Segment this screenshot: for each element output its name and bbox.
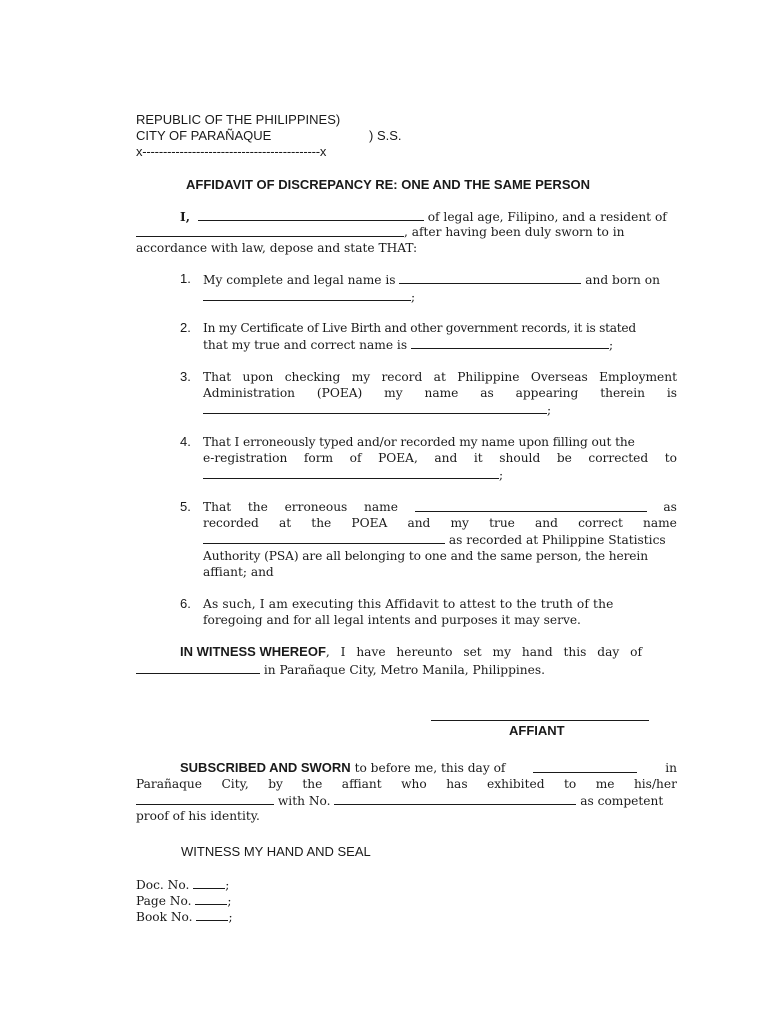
intro-text-1: of legal age, Filipino, and a resident of [427,210,667,224]
item-1-text-a: My complete and legal name is [203,273,396,287]
id-number-blank[interactable] [334,792,576,805]
id-type-blank[interactable] [136,792,274,805]
item-4-line-b: e-registration form of POEA, and it should be corrected to [203,451,677,465]
witness-day-blank[interactable] [136,661,260,674]
page-no-row [136,892,231,909]
item-6 [203,596,677,628]
item-3-number: 3. [180,369,191,384]
subscribed-with: with No. [277,794,331,808]
intro-line-1 [180,208,667,225]
subscribed-line-4: proof of his identity. [136,809,260,823]
item-5-text-e: affiant; and [203,565,274,579]
doc-no-end: ; [225,878,230,892]
subscribed-line-1 [136,760,677,776]
subscribed-bold: SUBSCRIBED AND SWORN [180,760,351,775]
item-4-end: ; [499,468,504,482]
witness-line-2 [136,661,545,678]
subscribed-text-1: to before me, this day of [354,761,506,775]
witness-bold: IN WITNESS WHEREOF [180,644,326,659]
item-5 [203,499,677,580]
correct-name-blank[interactable] [411,336,609,349]
erroneous-name-blank[interactable] [415,499,647,512]
item-5-line-a: That the erroneous name as [203,500,677,514]
book-no-label: Book No. [136,910,193,924]
item-3-line-b: Administration (POEA) my name as appearing therein is [203,386,677,400]
caption-city: CITY OF PARAÑAQUE [136,128,272,143]
item-5-as: as [663,500,677,514]
item-2-number: 2. [180,320,191,335]
witness-hand-seal: WITNESS MY HAND AND SEAL [181,844,371,859]
item-6-number: 6. [180,596,191,611]
intro-text-3: accordance with law, depose and state THAT: [136,241,418,255]
item-2-text-b: that my true and correct name is [203,338,408,352]
item-1-number: 1. [180,271,191,286]
item-3 [203,369,677,418]
book-no-row [136,908,233,925]
poea-name-blank[interactable] [203,401,547,414]
item-1-text-b: and born on [585,273,660,287]
name-blank[interactable] [198,208,424,221]
item-5-text-c: as recorded at Philippine Statistics [448,533,666,547]
item-2 [203,320,677,353]
document-title: AFFIDAVIT OF DISCREPANCY RE: ONE AND THE SAME PERSON [186,177,590,192]
affiant-label: AFFIANT [509,723,565,738]
item-3-end: ; [547,403,552,417]
doc-no-blank[interactable] [193,876,225,889]
witness-text-2: in Parañaque City, Metro Manila, Philippines. [263,663,545,677]
item-5-number: 5. [180,499,191,514]
birth-blank[interactable] [203,288,411,301]
book-no-end: ; [228,910,233,924]
intro-pronoun: I, [180,210,190,224]
item-4 [203,434,677,483]
book-no-blank[interactable] [196,908,228,921]
subscribed-line-3 [136,792,677,809]
legal-name-blank[interactable] [399,271,581,284]
item-5-line-b: recorded at the POEA and my true and correct name [203,516,677,530]
subscribed-competent: as competent [580,794,664,808]
page-no-label: Page No. [136,894,192,908]
intro-text-2-wrap [404,224,677,240]
item-6-text-b: foregoing and for all legal intents and purposes it may serve. [203,613,581,627]
sworn-day-blank[interactable] [533,760,637,773]
caption-republic: REPUBLIC OF THE PHILIPPINES) [136,112,341,127]
item-2-text-a: In my Certificate of Live Birth and other government records, it is stated [203,321,636,335]
item-4-number: 4. [180,434,191,449]
affiant-signature-line[interactable] [431,707,649,721]
item-5-text-d: Authority (PSA) are all belonging to one and the same person, the herein [203,549,648,563]
witness-text-1: , I have hereunto set my hand this day of [325,645,642,659]
caption-separator: x-------------------------------------------x [136,144,327,159]
item-6-text-a: As such, I am executing this Affidavit to attest to the truth of the [203,597,614,611]
item-1 [203,271,677,305]
item-1-end: ; [411,290,416,304]
witness-line-1 [136,644,677,660]
intro-text-2: , after having been duly sworn to in [404,225,625,239]
intro-line-2 [136,224,677,240]
page-no-end: ; [227,894,232,908]
psa-name-blank[interactable] [203,531,445,544]
item-2-end: ; [608,338,614,352]
doc-no-label: Doc. No. [136,878,190,892]
caption-ss: ) S.S. [369,128,402,143]
page-no-blank[interactable] [195,892,227,905]
item-3-line-a: That upon checking my record at Philippine Overseas Employment [203,370,677,384]
doc-no-row [136,876,229,893]
item-4-text-a: That I erroneously typed and/or recorded my name upon filling out the [203,435,635,449]
corrected-name-blank[interactable] [203,466,499,479]
subscribed-in: in [665,761,677,775]
residence-blank[interactable] [136,224,404,237]
subscribed-line-2: Parañaque City, by the affiant who has exhibited to me his/her [136,777,677,791]
